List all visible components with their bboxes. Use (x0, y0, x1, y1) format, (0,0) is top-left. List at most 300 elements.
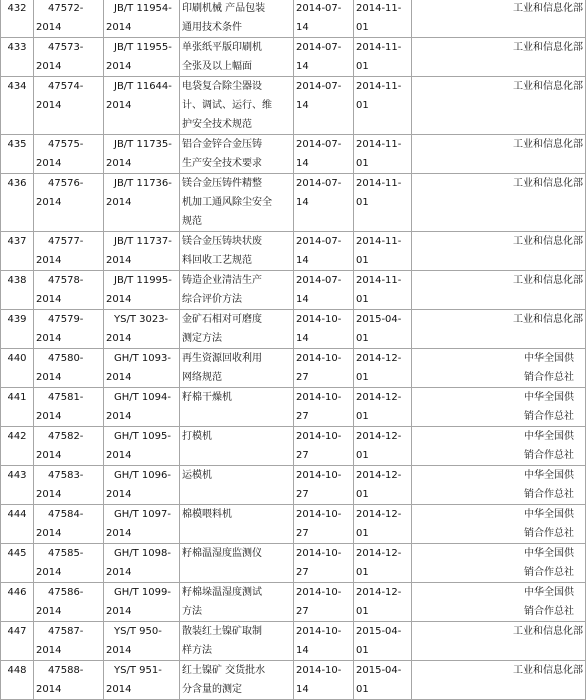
approval-number-cell (34, 232, 104, 271)
release-date-part2: 27 (296, 411, 309, 422)
effective-date-cell (354, 0, 412, 38)
row-number: 447 (1, 622, 34, 661)
standard-name-cell (180, 505, 294, 544)
release-date-part2: 27 (296, 528, 309, 539)
release-date-part1: 2014-10- (296, 509, 342, 520)
release-date-part1: 2014-10- (296, 587, 342, 598)
standard-code-part1: JB/T 11954- (114, 3, 172, 14)
effective-date-part2: 01 (356, 645, 369, 656)
approval-number-cell (34, 583, 104, 622)
standard-code-part1: JB/T 11735- (114, 139, 172, 150)
standard-name-line: 散装红土镍矿取制 (182, 626, 262, 637)
standard-name-line: 规范 (182, 216, 202, 227)
table-row (1, 349, 586, 388)
table-row (1, 0, 586, 38)
standard-name-cell (180, 135, 294, 174)
standard-code-part2: 2014 (106, 450, 132, 461)
release-date-part1: 2014-07- (296, 42, 342, 53)
row-number: 448 (1, 661, 34, 700)
release-date-part1: 2014-10- (296, 548, 342, 559)
standard-code-cell (104, 349, 180, 388)
standard-name-line: 护安全技术规范 (182, 119, 252, 130)
effective-date-part1: 2014-11- (356, 275, 402, 286)
approval-number-part2: 2014 (36, 528, 62, 539)
standard-code-part2: 2014 (106, 567, 132, 578)
release-date-cell (294, 271, 354, 310)
issuing-department: 工业和信息化部 (412, 310, 586, 349)
release-date-part2: 27 (296, 372, 309, 383)
effective-date-part2: 01 (356, 100, 369, 111)
standard-code-part1: GH/T 1095- (114, 431, 171, 442)
effective-date-cell (354, 271, 412, 310)
approval-number-cell (34, 77, 104, 135)
release-date-cell (294, 622, 354, 661)
standard-code-part1: YS/T 951- (114, 665, 162, 676)
issuing-department: 工业和信息化部 (412, 622, 586, 661)
release-date-cell (294, 388, 354, 427)
standard-name-cell (180, 349, 294, 388)
standard-name-cell (180, 544, 294, 583)
standard-name-line: 镁合金压铸件精整 (182, 178, 262, 189)
approval-number-cell (34, 271, 104, 310)
table-row (1, 661, 586, 700)
standard-name-cell (180, 174, 294, 232)
release-date-cell (294, 583, 354, 622)
release-date-part2: 14 (296, 22, 309, 33)
effective-date-part1: 2014-11- (356, 178, 402, 189)
issuing-department: 中华全国供销合作总社 (412, 466, 586, 505)
effective-date-part1: 2015-04- (356, 626, 402, 637)
standard-code-cell (104, 38, 180, 77)
approval-number-part1: 47580- (48, 353, 84, 364)
table-row (1, 388, 586, 427)
effective-date-cell (354, 38, 412, 77)
row-number: 443 (1, 466, 34, 505)
effective-date-part2: 01 (356, 22, 369, 33)
approval-number-cell (34, 505, 104, 544)
standard-code-part1: GH/T 1096- (114, 470, 171, 481)
standard-name-cell (180, 77, 294, 135)
effective-date-part2: 01 (356, 372, 369, 383)
effective-date-part2: 01 (356, 158, 369, 169)
effective-date-part1: 2014-11- (356, 81, 402, 92)
effective-date-cell (354, 427, 412, 466)
issuing-department: 工业和信息化部 (412, 77, 586, 135)
effective-date-cell (354, 349, 412, 388)
release-date-part1: 2014-10- (296, 470, 342, 481)
release-date-part2: 14 (296, 645, 309, 656)
standard-name-line: 金矿石相对可磨度 (182, 314, 262, 325)
standard-code-part2: 2014 (106, 197, 132, 208)
standard-name-line: 籽棉垛温湿度测试 (182, 587, 262, 598)
table-row (1, 77, 586, 135)
release-date-cell (294, 135, 354, 174)
release-date-part1: 2014-07- (296, 275, 342, 286)
approval-number-part2: 2014 (36, 294, 62, 305)
table-row (1, 232, 586, 271)
issuing-department: 中华全国供销合作总社 (412, 505, 586, 544)
standard-name-line: 镁合金压铸块状废 (182, 236, 262, 247)
standard-name-line: 运模机 (182, 470, 212, 481)
standard-name-cell (180, 310, 294, 349)
standard-name-cell (180, 427, 294, 466)
release-date-part1: 2014-10- (296, 431, 342, 442)
effective-date-part2: 01 (356, 294, 369, 305)
release-date-cell (294, 505, 354, 544)
release-date-part1: 2014-07- (296, 3, 342, 14)
approval-number-part2: 2014 (36, 158, 62, 169)
standard-name-line: 铸造企业清洁生产 (182, 275, 262, 286)
standard-name-line: 红土镍矿 交货批水 (182, 665, 266, 676)
standard-code-part1: GH/T 1094- (114, 392, 171, 403)
release-date-part2: 14 (296, 100, 309, 111)
release-date-part2: 14 (296, 294, 309, 305)
standard-code-cell (104, 505, 180, 544)
release-date-cell (294, 661, 354, 700)
standard-code-part2: 2014 (106, 22, 132, 33)
approval-number-part1: 47572- (48, 3, 84, 14)
approval-number-cell (34, 661, 104, 700)
standard-name-cell (180, 388, 294, 427)
approval-number-part1: 47577- (48, 236, 84, 247)
approval-number-cell (34, 544, 104, 583)
approval-number-cell (34, 135, 104, 174)
issuing-department: 工业和信息化部 (412, 661, 586, 700)
release-date-cell (294, 427, 354, 466)
standard-name-cell (180, 271, 294, 310)
standard-name-line: 籽棉温湿度监测仪 (182, 548, 262, 559)
standard-code-part2: 2014 (106, 255, 132, 266)
standard-name-line: 分含量的测定 (182, 684, 242, 695)
release-date-part2: 27 (296, 606, 309, 617)
standard-code-cell (104, 77, 180, 135)
release-date-cell (294, 77, 354, 135)
standard-code-part1: JB/T 11736- (114, 178, 172, 189)
table-row (1, 505, 586, 544)
effective-date-part1: 2014-12- (356, 353, 402, 364)
approval-number-cell (34, 38, 104, 77)
effective-date-part1: 2014-12- (356, 392, 402, 403)
approval-number-cell (34, 466, 104, 505)
standard-code-part1: YS/T 950- (114, 626, 162, 637)
effective-date-part2: 01 (356, 411, 369, 422)
standard-name-line: 全张及以上幅面 (182, 61, 252, 72)
standard-code-part2: 2014 (106, 528, 132, 539)
approval-number-cell (34, 310, 104, 349)
standard-name-line: 计、调试、运行、维 (182, 100, 272, 111)
standard-name-line: 综合评价方法 (182, 294, 242, 305)
release-date-part2: 14 (296, 61, 309, 72)
issuing-department: 工业和信息化部 (412, 174, 586, 232)
effective-date-part1: 2014-11- (356, 139, 402, 150)
standard-code-cell (104, 427, 180, 466)
approval-number-part2: 2014 (36, 100, 62, 111)
approval-number-part2: 2014 (36, 606, 62, 617)
effective-date-cell (354, 310, 412, 349)
effective-date-part2: 01 (356, 255, 369, 266)
standard-code-cell (104, 622, 180, 661)
effective-date-part1: 2014-12- (356, 587, 402, 598)
standard-name-line: 方法 (182, 606, 202, 617)
standard-code-part1: JB/T 11737- (114, 236, 172, 247)
release-date-cell (294, 0, 354, 38)
standard-name-cell (180, 232, 294, 271)
standard-code-part2: 2014 (106, 606, 132, 617)
row-number: 439 (1, 310, 34, 349)
effective-date-part1: 2014-11- (356, 42, 402, 53)
approval-number-part1: 47582- (48, 431, 84, 442)
release-date-cell (294, 466, 354, 505)
approval-number-part2: 2014 (36, 255, 62, 266)
issuing-department: 中华全国供销合作总社 (412, 583, 586, 622)
standard-code-cell (104, 388, 180, 427)
approval-number-part2: 2014 (36, 197, 62, 208)
approval-number-part2: 2014 (36, 333, 62, 344)
effective-date-cell (354, 544, 412, 583)
approval-number-cell (34, 349, 104, 388)
row-number: 441 (1, 388, 34, 427)
effective-date-part1: 2014-12- (356, 470, 402, 481)
standard-code-part1: GH/T 1093- (114, 353, 171, 364)
approval-number-part2: 2014 (36, 684, 62, 695)
approval-number-part2: 2014 (36, 489, 62, 500)
release-date-part2: 27 (296, 450, 309, 461)
effective-date-part1: 2014-11- (356, 3, 402, 14)
approval-number-part1: 47584- (48, 509, 84, 520)
release-date-part1: 2014-07- (296, 236, 342, 247)
standard-code-cell (104, 466, 180, 505)
standard-name-cell (180, 0, 294, 38)
release-date-part1: 2014-10- (296, 665, 342, 676)
row-number: 432 (1, 0, 34, 38)
approval-number-part1: 47574- (48, 81, 84, 92)
standard-name-line: 印刷机械 产品包装 (182, 3, 266, 14)
standard-code-part2: 2014 (106, 294, 132, 305)
effective-date-cell (354, 135, 412, 174)
standard-name-line: 单张纸平版印刷机 (182, 42, 262, 53)
effective-date-part2: 01 (356, 489, 369, 500)
standard-code-part2: 2014 (106, 684, 132, 695)
standard-name-line: 再生资源回收利用 (182, 353, 262, 364)
effective-date-cell (354, 174, 412, 232)
standard-code-cell (104, 661, 180, 700)
standard-name-line: 铝合金锌合金压铸 (182, 139, 262, 150)
release-date-part1: 2014-10- (296, 314, 342, 325)
approval-number-part1: 47586- (48, 587, 84, 598)
effective-date-part2: 01 (356, 684, 369, 695)
issuing-department: 工业和信息化部 (412, 0, 586, 38)
row-number: 438 (1, 271, 34, 310)
row-number: 437 (1, 232, 34, 271)
release-date-part2: 14 (296, 158, 309, 169)
standard-code-cell (104, 583, 180, 622)
effective-date-part1: 2015-04- (356, 314, 402, 325)
effective-date-part2: 01 (356, 606, 369, 617)
standard-code-cell (104, 0, 180, 38)
issuing-department: 工业和信息化部 (412, 232, 586, 271)
issuing-department: 工业和信息化部 (412, 38, 586, 77)
effective-date-cell (354, 77, 412, 135)
standard-code-part1: JB/T 11644- (114, 81, 172, 92)
approval-number-part1: 47585- (48, 548, 84, 559)
approval-number-part1: 47575- (48, 139, 84, 150)
release-date-cell (294, 174, 354, 232)
release-date-part2: 27 (296, 567, 309, 578)
approval-number-cell (34, 174, 104, 232)
standard-code-cell (104, 544, 180, 583)
release-date-cell (294, 544, 354, 583)
row-number: 444 (1, 505, 34, 544)
standard-code-cell (104, 135, 180, 174)
standard-name-cell (180, 661, 294, 700)
effective-date-part2: 01 (356, 197, 369, 208)
standard-code-part1: JB/T 11955- (114, 42, 172, 53)
standard-code-part2: 2014 (106, 333, 132, 344)
effective-date-cell (354, 232, 412, 271)
table-row (1, 544, 586, 583)
approval-number-part1: 47576- (48, 178, 84, 189)
row-number: 434 (1, 77, 34, 135)
table-body (1, 0, 586, 700)
release-date-part2: 14 (296, 333, 309, 344)
effective-date-part2: 01 (356, 333, 369, 344)
standard-code-part2: 2014 (106, 61, 132, 72)
standard-code-part2: 2014 (106, 158, 132, 169)
release-date-cell (294, 310, 354, 349)
effective-date-cell (354, 466, 412, 505)
table-row (1, 271, 586, 310)
row-number: 440 (1, 349, 34, 388)
standard-name-cell (180, 583, 294, 622)
approval-number-cell (34, 427, 104, 466)
effective-date-part2: 01 (356, 528, 369, 539)
standard-code-part2: 2014 (106, 100, 132, 111)
standard-code-part1: GH/T 1097- (114, 509, 171, 520)
issuing-department: 工业和信息化部 (412, 135, 586, 174)
effective-date-cell (354, 622, 412, 661)
standard-name-line: 棉模喂料机 (182, 509, 232, 520)
approval-number-part1: 47579- (48, 314, 84, 325)
standard-code-cell (104, 271, 180, 310)
release-date-part1: 2014-07- (296, 178, 342, 189)
standard-code-part1: GH/T 1099- (114, 587, 171, 598)
issuing-department: 中华全国供销合作总社 (412, 388, 586, 427)
issuing-department: 中华全国供销合作总社 (412, 544, 586, 583)
effective-date-part2: 01 (356, 61, 369, 72)
approval-number-cell (34, 0, 104, 38)
standard-name-line: 样方法 (182, 645, 212, 656)
standard-name-cell (180, 466, 294, 505)
approval-number-part1: 47573- (48, 42, 84, 53)
release-date-part1: 2014-07- (296, 81, 342, 92)
standard-name-cell (180, 38, 294, 77)
approval-number-part1: 47587- (48, 626, 84, 637)
row-number: 436 (1, 174, 34, 232)
standard-code-part1: GH/T 1098- (114, 548, 171, 559)
release-date-part2: 14 (296, 255, 309, 266)
standard-name-line: 料回收工艺规范 (182, 255, 252, 266)
issuing-department: 中华全国供销合作总社 (412, 427, 586, 466)
release-date-part2: 14 (296, 197, 309, 208)
row-number: 433 (1, 38, 34, 77)
approval-number-part1: 47588- (48, 665, 84, 676)
release-date-part1: 2014-10- (296, 392, 342, 403)
effective-date-part1: 2014-11- (356, 236, 402, 247)
standard-code-part2: 2014 (106, 372, 132, 383)
effective-date-part1: 2014-12- (356, 509, 402, 520)
approval-number-part2: 2014 (36, 411, 62, 422)
effective-date-cell (354, 661, 412, 700)
approval-number-part1: 47578- (48, 275, 84, 286)
standard-name-line: 生产安全技术要求 (182, 158, 262, 169)
row-number: 435 (1, 135, 34, 174)
release-date-part2: 14 (296, 684, 309, 695)
table-row (1, 174, 586, 232)
effective-date-cell (354, 505, 412, 544)
approval-number-part1: 47581- (48, 392, 84, 403)
standard-code-cell (104, 310, 180, 349)
standard-name-line: 籽棉干燥机 (182, 392, 232, 403)
standard-name-line: 测定方法 (182, 333, 222, 344)
table-row (1, 310, 586, 349)
approval-number-part2: 2014 (36, 61, 62, 72)
release-date-part2: 27 (296, 489, 309, 500)
row-number: 445 (1, 544, 34, 583)
row-number: 442 (1, 427, 34, 466)
table-row (1, 38, 586, 77)
standard-name-line: 电袋复合除尘器设 (182, 81, 262, 92)
standard-code-part1: YS/T 3023- (114, 314, 169, 325)
standard-code-part1: JB/T 11995- (114, 275, 172, 286)
release-date-part1: 2014-10- (296, 626, 342, 637)
effective-date-part1: 2014-12- (356, 548, 402, 559)
release-date-cell (294, 349, 354, 388)
approval-number-part2: 2014 (36, 567, 62, 578)
standard-name-line: 机加工通风除尘安全 (182, 197, 272, 208)
effective-date-part2: 01 (356, 567, 369, 578)
release-date-part1: 2014-07- (296, 139, 342, 150)
issuing-department: 工业和信息化部 (412, 271, 586, 310)
table-row (1, 622, 586, 661)
standard-code-part2: 2014 (106, 411, 132, 422)
effective-date-part2: 01 (356, 450, 369, 461)
table-row (1, 466, 586, 505)
approval-number-part2: 2014 (36, 450, 62, 461)
standard-code-cell (104, 174, 180, 232)
table-row (1, 135, 586, 174)
row-number: 446 (1, 583, 34, 622)
issuing-department: 中华全国供销合作总社 (412, 349, 586, 388)
release-date-cell (294, 232, 354, 271)
effective-date-cell (354, 388, 412, 427)
standard-name-line: 网络规范 (182, 372, 222, 383)
standard-code-part2: 2014 (106, 645, 132, 656)
standard-name-line: 通用技术条件 (182, 22, 242, 33)
standard-name-line: 打模机 (182, 431, 212, 442)
standard-name-cell (180, 622, 294, 661)
standard-code-part2: 2014 (106, 489, 132, 500)
approval-number-part2: 2014 (36, 372, 62, 383)
table-row (1, 583, 586, 622)
approval-number-part2: 2014 (36, 645, 62, 656)
approval-number-cell (34, 622, 104, 661)
approval-number-cell (34, 388, 104, 427)
release-date-part1: 2014-10- (296, 353, 342, 364)
effective-date-cell (354, 583, 412, 622)
approval-number-part2: 2014 (36, 22, 62, 33)
approval-number-part1: 47583- (48, 470, 84, 481)
standard-code-cell (104, 232, 180, 271)
